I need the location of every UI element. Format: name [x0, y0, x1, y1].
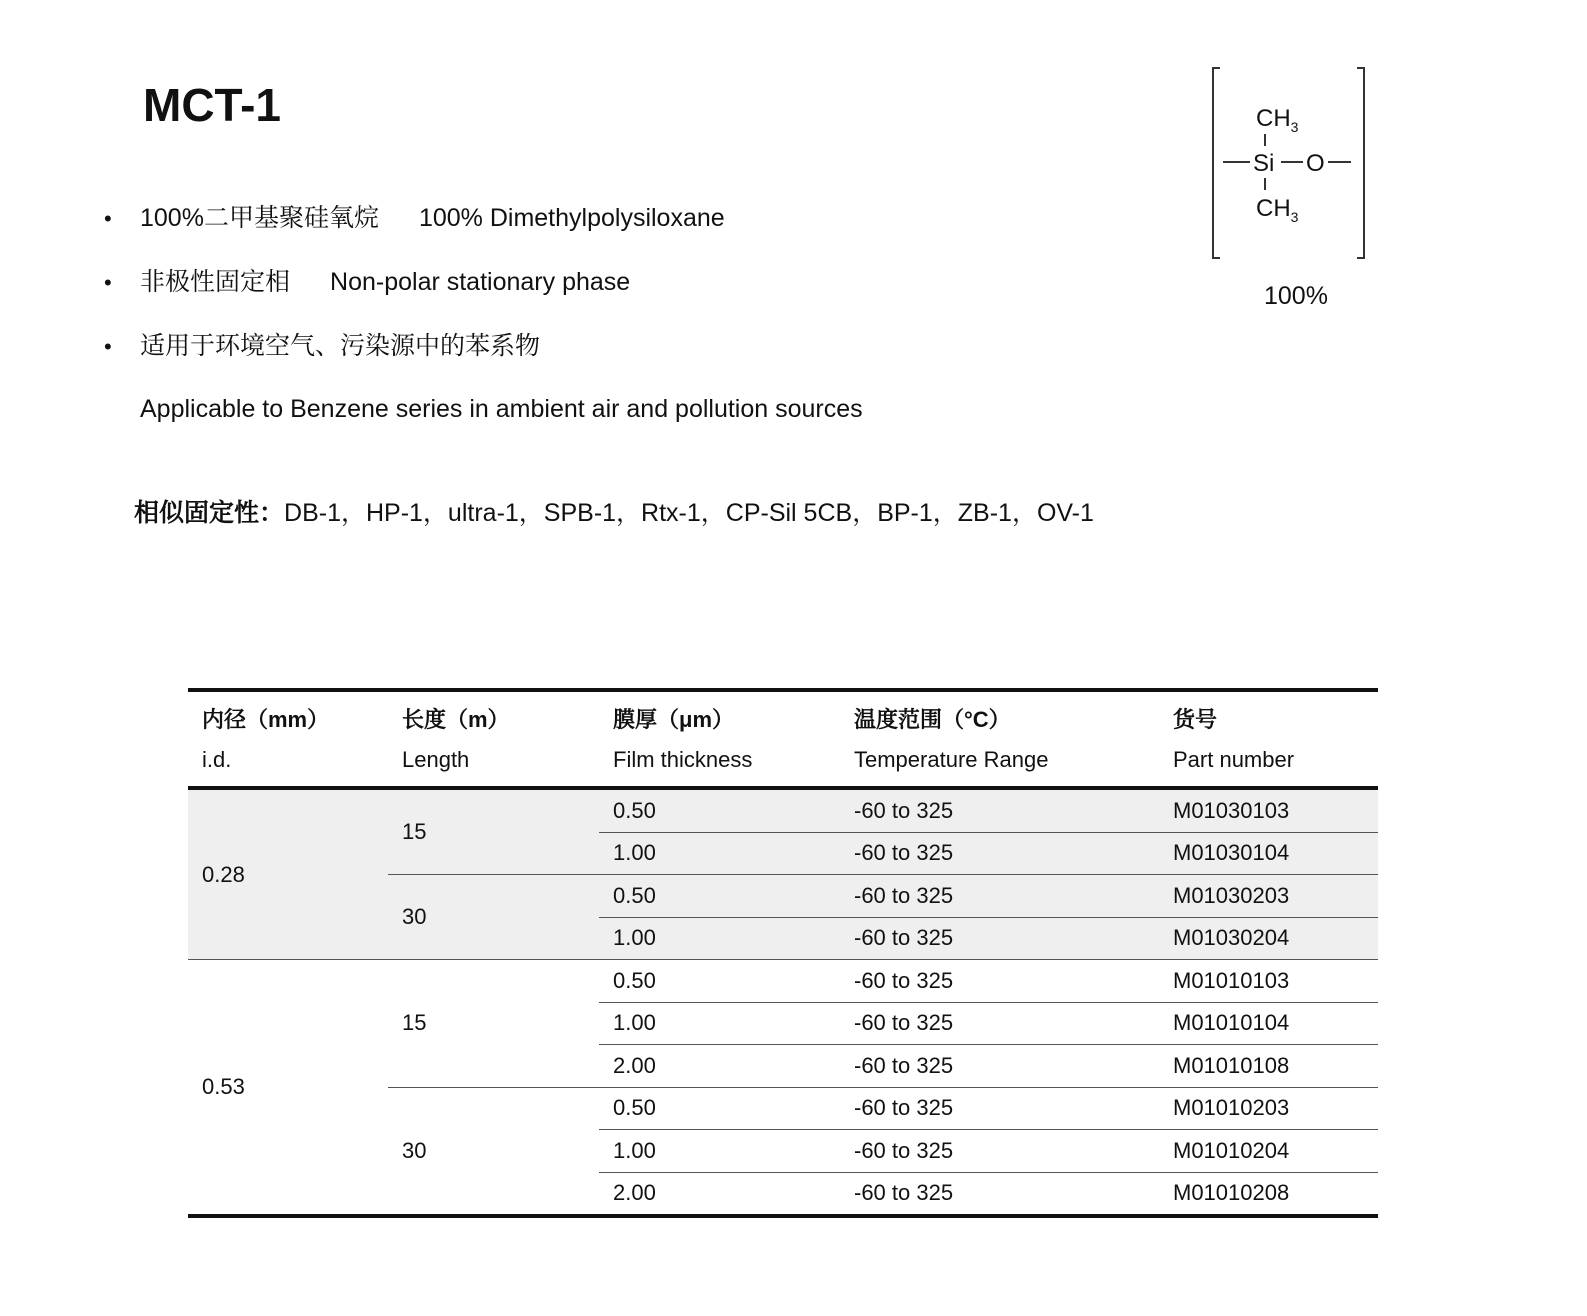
left-bracket [1213, 68, 1220, 258]
cell-temp: -60 to 325 [840, 1087, 1159, 1130]
page-title: MCT-1 [143, 79, 281, 131]
cell-part: M01030103 [1159, 788, 1378, 832]
cell-id: 0.28 [188, 788, 388, 960]
cell-film: 1.00 [599, 917, 840, 960]
cell-film: 2.00 [599, 1045, 840, 1088]
bullet-cn: 适用于环境空气、污染源中的苯系物 [140, 332, 541, 360]
cell-film: 0.50 [599, 960, 840, 1003]
cell-part: M01010204 [1159, 1130, 1378, 1173]
bullet-icon: • [104, 206, 112, 231]
cell-part: M01010108 [1159, 1045, 1378, 1088]
bullet-item [104, 267, 630, 298]
cell-temp: -60 to 325 [840, 917, 1159, 960]
bottom-group: CH [1256, 195, 1291, 222]
product-table-container [188, 688, 1378, 1218]
bottom-sub: 3 [1290, 209, 1299, 225]
cell-length: 30 [388, 875, 599, 960]
cell-temp: -60 to 325 [840, 832, 1159, 875]
cell-film: 2.00 [599, 1172, 840, 1216]
cell-film: 1.00 [599, 832, 840, 875]
bullet-icon: • [104, 334, 112, 359]
cell-length: 30 [388, 1087, 599, 1216]
table-row [188, 788, 1378, 832]
cell-temp: -60 to 325 [840, 788, 1159, 832]
bullet-en: Applicable to Benzene series in ambient air and pollution sources [140, 395, 863, 423]
bullet-cn: 非极性固定相 [140, 268, 291, 296]
cell-temp: -60 to 325 [840, 1172, 1159, 1216]
cell-part: M01030104 [1159, 832, 1378, 875]
header-temp: 温度范围（°C） Temperature Range [854, 707, 1049, 772]
top-sub: 3 [1290, 119, 1299, 135]
structure-formula [1206, 64, 1371, 264]
right-atom: O [1306, 150, 1325, 177]
bullet-en: Non-polar stationary phase [330, 268, 631, 296]
cell-part: M01010203 [1159, 1087, 1378, 1130]
similar-phases [134, 498, 1094, 528]
cell-film: 0.50 [599, 1087, 840, 1130]
cell-temp: -60 to 325 [840, 875, 1159, 918]
product-table [188, 688, 1378, 1218]
cell-part: M01010208 [1159, 1172, 1378, 1216]
cell-film: 1.00 [599, 1002, 840, 1045]
cell-length: 15 [388, 960, 599, 1088]
cell-temp: -60 to 325 [840, 960, 1159, 1003]
cell-film: 0.50 [599, 788, 840, 832]
cell-film: 1.00 [599, 1130, 840, 1173]
header-id: 内径（mm） i.d. [202, 707, 330, 772]
cell-part: M01030204 [1159, 917, 1378, 960]
similar-value: DB-1，HP-1，ultra-1，SPB-1，Rtx-1，CP-Sil 5CB，BP-1，ZB-1，OV-1 [284, 499, 1094, 527]
cell-temp: -60 to 325 [840, 1045, 1159, 1088]
top-group: CH [1256, 105, 1291, 132]
center-atom: Si [1253, 150, 1275, 177]
cell-length: 15 [388, 788, 599, 875]
cell-temp: -60 to 325 [840, 1130, 1159, 1173]
structure-percent: 100% [1264, 282, 1328, 310]
cell-temp: -60 to 325 [840, 1002, 1159, 1045]
similar-label: 相似固定性： [134, 499, 285, 527]
cell-film: 0.50 [599, 875, 840, 918]
table-row [188, 960, 1378, 1003]
header-length: 长度（m） Length [402, 707, 510, 772]
cell-id: 0.53 [188, 960, 388, 1217]
svg-text:CH3 [1256, 195, 1299, 225]
bullet-icon: • [104, 270, 112, 295]
bullet-item [104, 203, 725, 234]
table-header-row [188, 690, 1378, 788]
bullet-en: 100% Dimethylpolysiloxane [418, 204, 725, 232]
bullet-item [104, 331, 540, 362]
svg-text:CH3 [1256, 105, 1299, 135]
cell-part: M01030203 [1159, 875, 1378, 918]
header-part: 货号 Part number [1173, 707, 1295, 772]
right-bracket [1357, 68, 1364, 258]
cell-part: M01010104 [1159, 1002, 1378, 1045]
header-film: 膜厚（μm） Film thickness [613, 707, 753, 772]
bullet-cn: 100%二甲基聚硅氧烷 [140, 204, 379, 232]
cell-part: M01010103 [1159, 960, 1378, 1003]
